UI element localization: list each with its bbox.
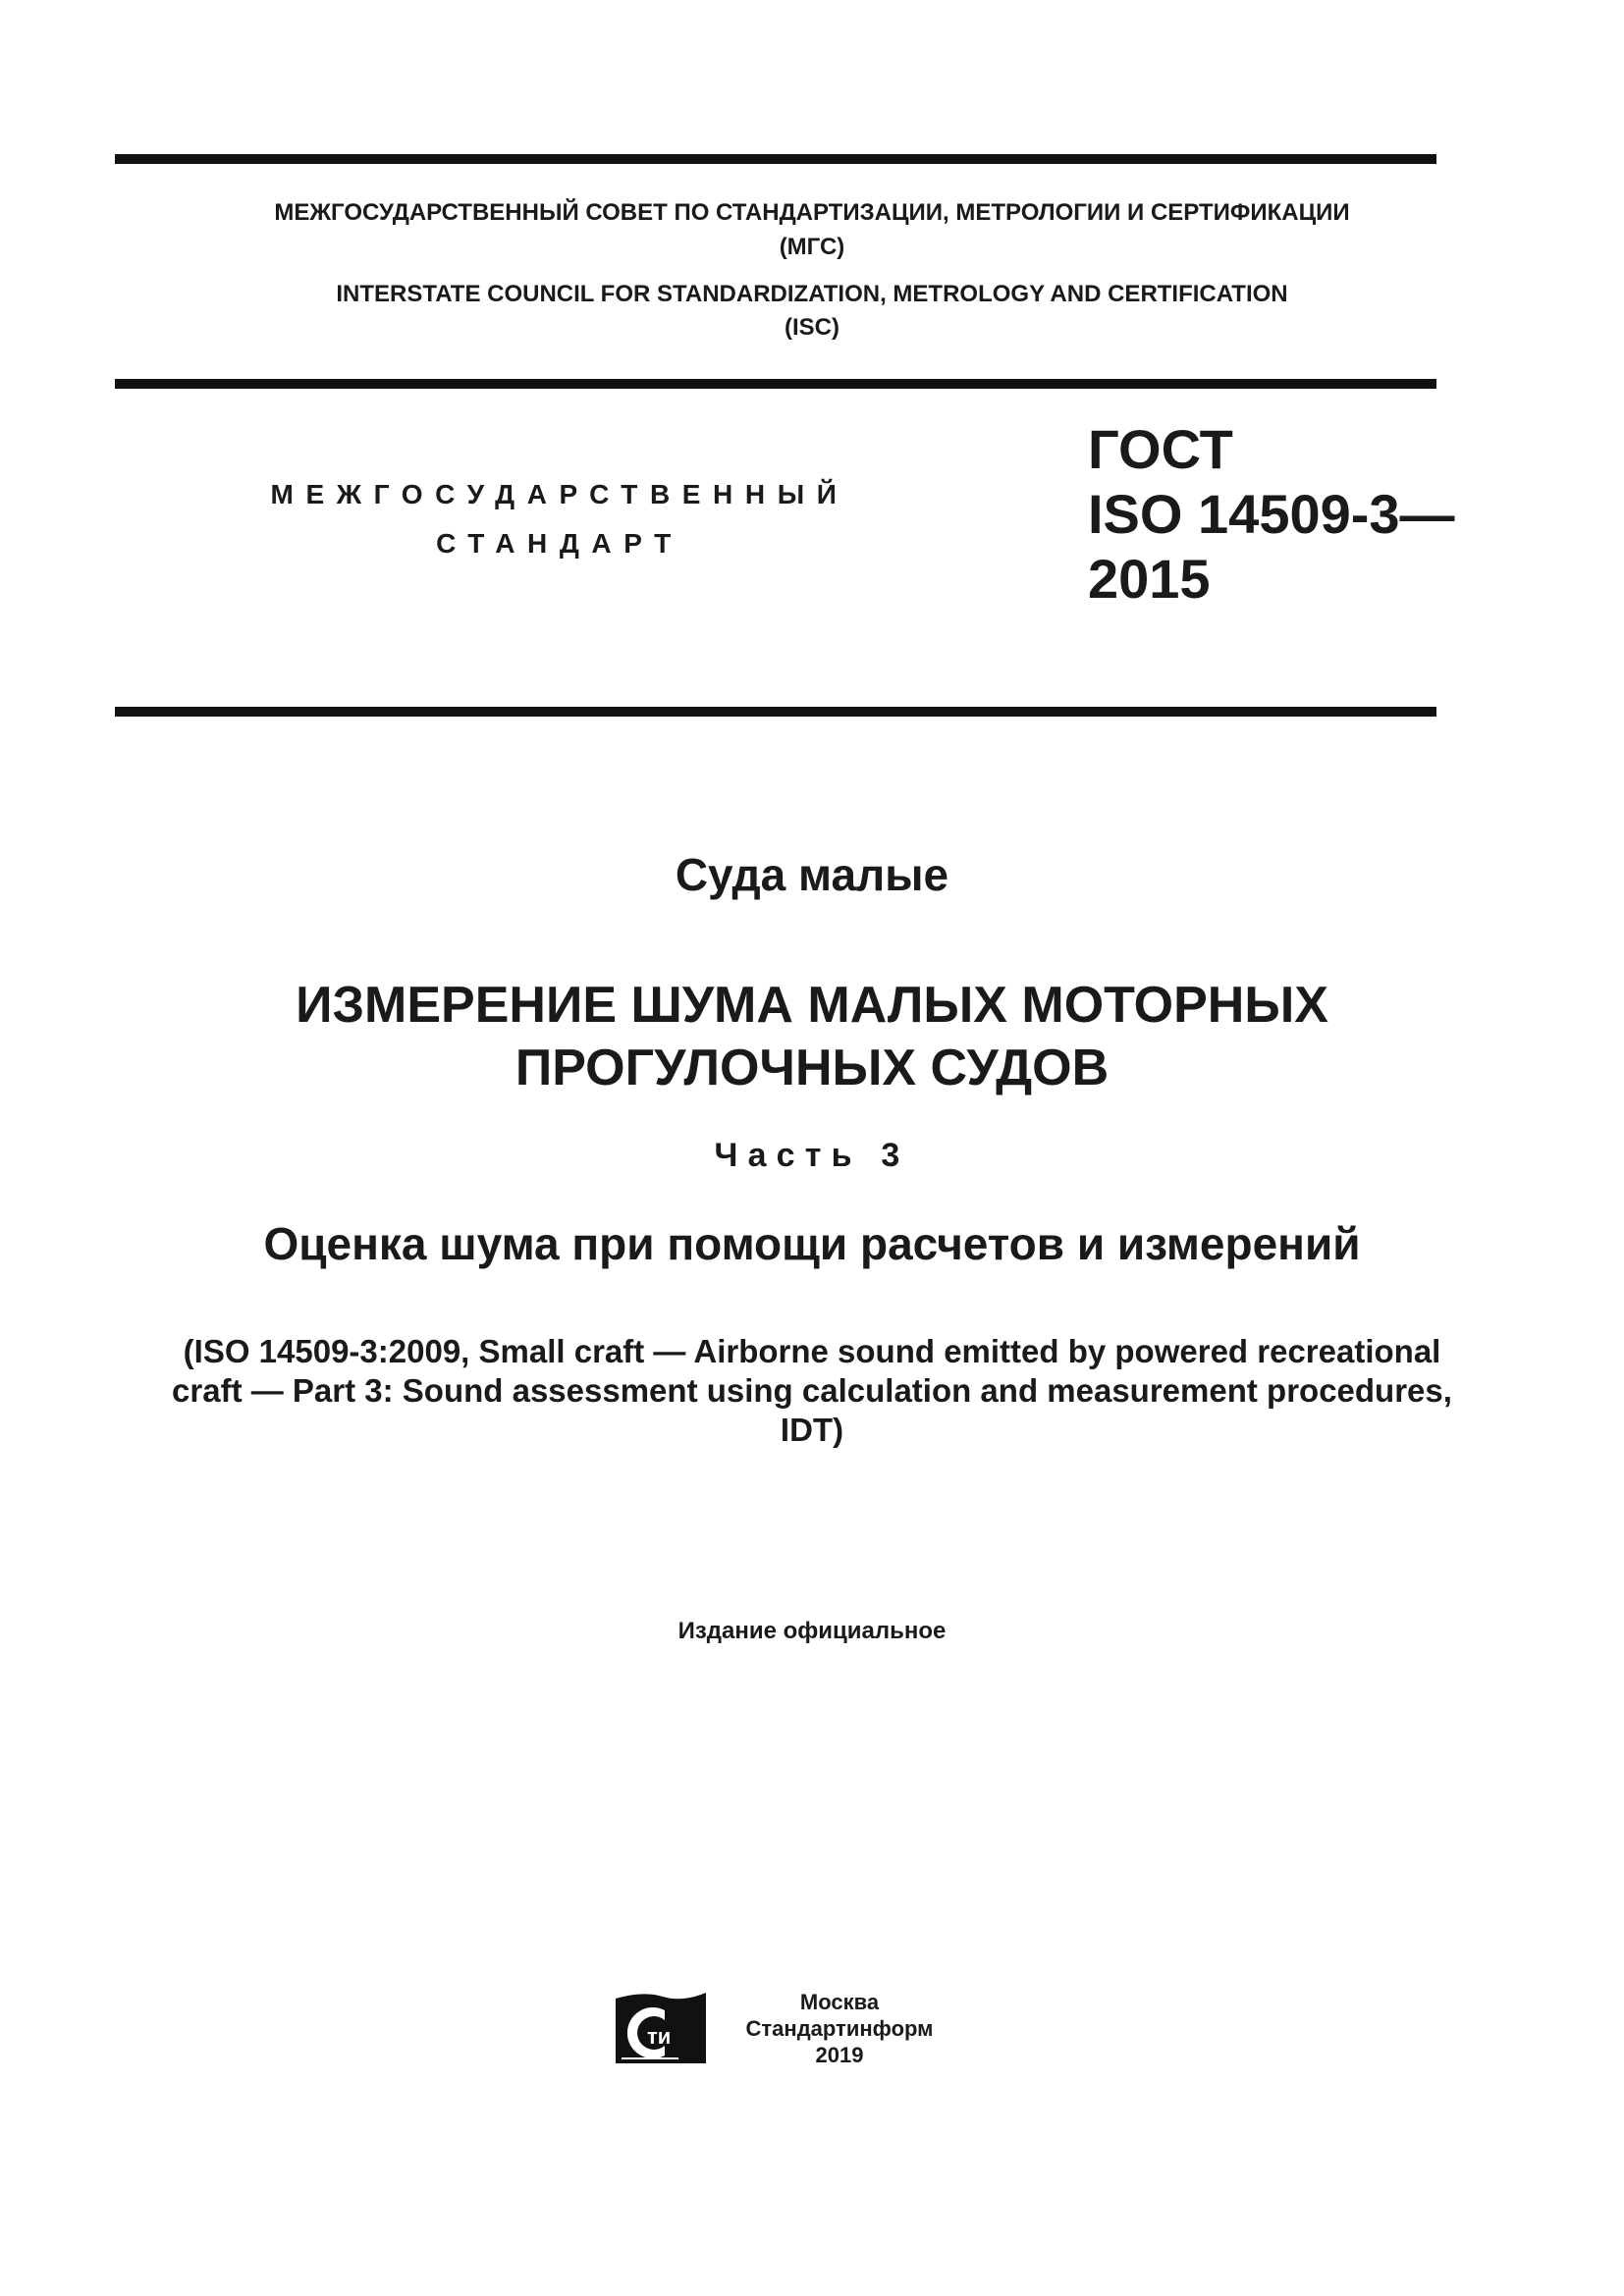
part-label: Часть 3	[714, 1137, 910, 1174]
svg-text:ти: ти	[647, 2024, 672, 2049]
gost-line1: ГОСТ	[1088, 418, 1233, 480]
standard-type-line1: МЕЖГОСУДАРСТВЕННЫЙ	[270, 479, 849, 509]
part-title: Оценка шума при помощи расчетов и измерений	[263, 1218, 1361, 1269]
subject-title: Суда малые	[675, 849, 949, 900]
council-en: INTERSTATE COUNCIL FOR STANDARDIZATION, METROLOGY AND CERTIFICATION	[336, 281, 1288, 307]
publisher-year: 2019	[815, 2043, 864, 2067]
iso-line3: IDT)	[780, 1412, 844, 1448]
top-rule	[115, 154, 1436, 164]
gost-designation	[1088, 417, 1455, 612]
bottom-rule	[115, 707, 1436, 717]
main-title-line1: ИЗМЕРЕНИЕ ШУМА МАЛЫХ МОТОРНЫХ	[296, 977, 1328, 1034]
iso-line1: (ISO 14509-3:2009, Small craft — Airborne sound emitted by powered recreational	[183, 1333, 1441, 1369]
iso-line2: craft — Part 3: Sound assessment using calculation and measurement procedures,	[172, 1372, 1452, 1409]
standartinform-logo-icon	[614, 1991, 708, 2065]
publisher-block	[727, 1989, 952, 2068]
gost-line3: 2015	[1088, 548, 1211, 610]
council-ru-abbr: (МГС)	[779, 234, 845, 260]
council-en-abbr: (ISC)	[785, 314, 839, 341]
council-ru: МЕЖГОСУДАРСТВЕННЫЙ СОВЕТ ПО СТАНДАРТИЗАЦИИ, МЕТРОЛОГИИ И СЕРТИФИКАЦИИ	[274, 199, 1350, 226]
section-rule	[115, 379, 1436, 389]
edition-label: Издание официальное	[677, 1618, 947, 1644]
publisher-name: Стандартинформ	[745, 2016, 934, 2041]
main-title-line2: ПРОГУЛОЧНЫХ СУДОВ	[514, 1040, 1110, 1096]
publisher-city: Москва	[799, 1990, 880, 2014]
gost-line2: ISO 14509-3—	[1088, 483, 1455, 545]
standard-type-line2: СТАНДАРТ	[436, 528, 683, 559]
